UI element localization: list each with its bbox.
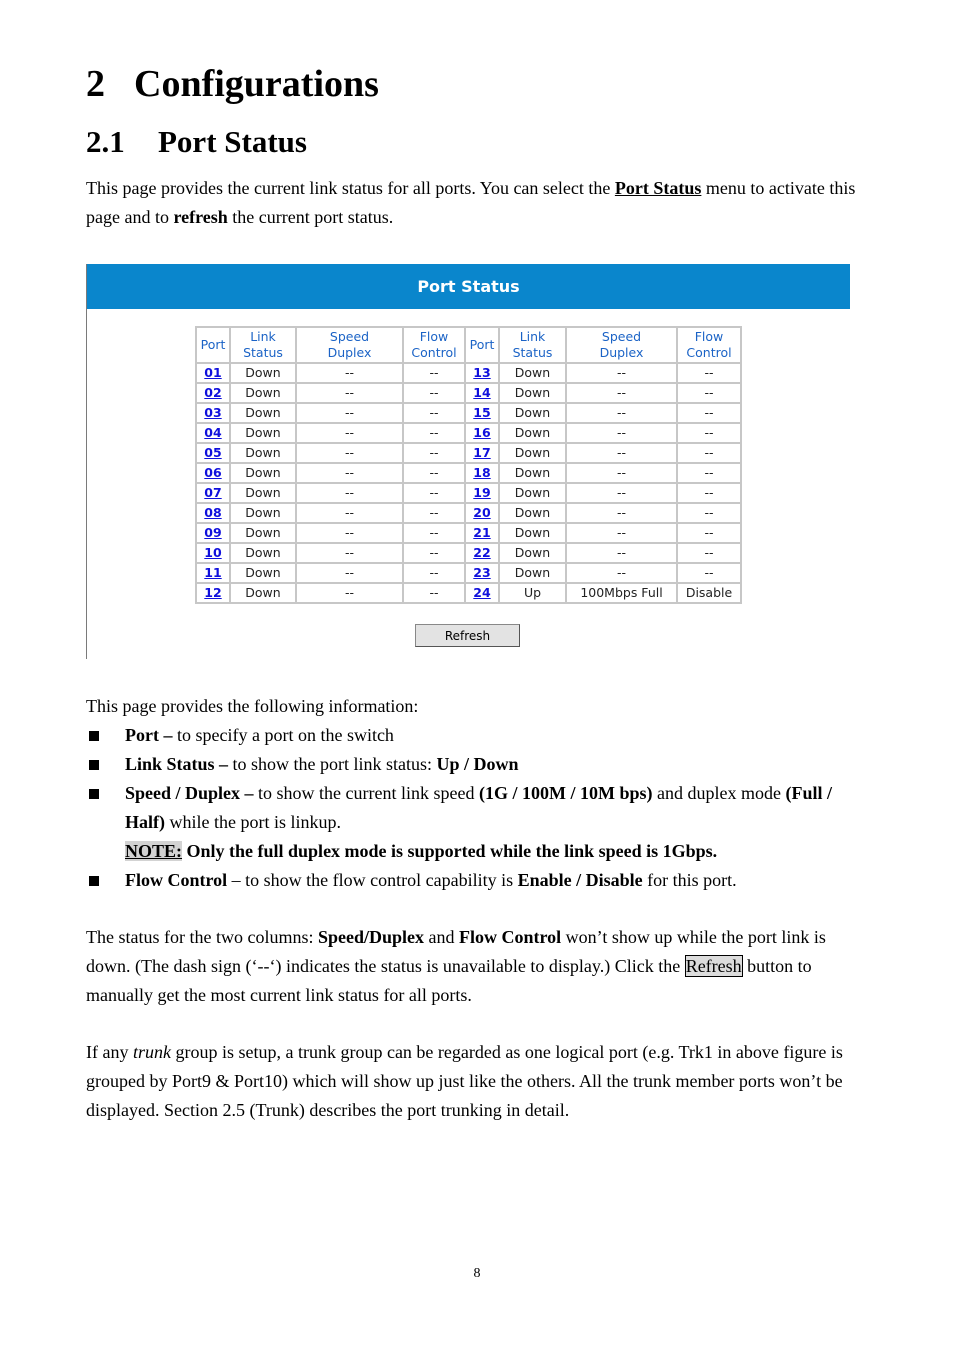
port-cell — [196, 403, 230, 423]
port-link[interactable]: 11 — [204, 565, 222, 580]
port-link[interactable]: 23 — [473, 565, 491, 580]
speed-duplex-cell: 100Mbps Full — [566, 583, 677, 603]
port-link[interactable]: 05 — [204, 445, 222, 460]
speed-duplex-cell: -- — [296, 383, 403, 403]
link-status-cell: Down — [230, 503, 296, 523]
port-link[interactable]: 19 — [473, 485, 491, 500]
port-cell — [465, 383, 499, 403]
port-link[interactable]: 17 — [473, 445, 491, 460]
port-cell — [196, 543, 230, 563]
table-row — [196, 443, 741, 463]
port-cell — [196, 383, 230, 403]
bullet-square-icon — [89, 760, 99, 770]
port-cell — [465, 503, 499, 523]
port-link[interactable]: 16 — [473, 425, 491, 440]
section-heading — [86, 124, 307, 160]
col-port: Port — [196, 327, 230, 363]
port-cell — [465, 443, 499, 463]
link-status-cell: Down — [230, 383, 296, 403]
link-status-cell: Down — [499, 463, 566, 483]
table-row — [196, 583, 741, 603]
speed-duplex-cell: -- — [296, 483, 403, 503]
port-cell — [196, 523, 230, 543]
port-cell — [465, 483, 499, 503]
table-header-row — [196, 327, 741, 363]
port-link[interactable]: 09 — [204, 525, 222, 540]
list-item: Link Status – to show the port link status: Up / Down — [86, 750, 876, 779]
port-cell — [465, 363, 499, 383]
port-link[interactable]: 20 — [473, 505, 491, 520]
list-item: Port – to specify a port on the switch — [86, 721, 876, 750]
chapter-title: Configurations — [134, 63, 379, 105]
flow-control-cell: -- — [677, 383, 741, 403]
table-row — [196, 523, 741, 543]
flow-control-cell: -- — [403, 543, 465, 563]
flow-control-cell: -- — [403, 363, 465, 383]
port-link[interactable]: 21 — [473, 525, 491, 540]
port-link[interactable]: 03 — [204, 405, 222, 420]
port-link[interactable]: 06 — [204, 465, 222, 480]
link-status-cell: Down — [499, 543, 566, 563]
port-link[interactable]: 02 — [204, 385, 222, 400]
flow-control-cell: -- — [403, 563, 465, 583]
port-cell — [465, 543, 499, 563]
speed-duplex-cell: -- — [296, 423, 403, 443]
flow-control-cell: -- — [677, 523, 741, 543]
trunk-paragraph: If any trunk group is setup, a trunk group can be regarded as one logical port (e.g. Trk1 in above figure is grouped by Port9 & Port10) which will show up just like the others. All the trunk member ports won’t be displayed. Section 2.5 (Trunk) describes the port trunking in detail. — [86, 1042, 843, 1120]
speed-duplex-cell: -- — [296, 543, 403, 563]
port-cell — [196, 363, 230, 383]
intro-text: This page provides the current link status for all ports. You can select the — [86, 178, 615, 198]
list-item: Speed / Duplex – to show the current link speed (1G / 100M / 10M bps) and duplex mode (Full / Half) while the port is linkup. NOTE: Only the full duplex mode is supported while the link speed is 1Gbps. — [86, 779, 876, 866]
refresh-bold: refresh — [173, 207, 228, 227]
intro-paragraph — [86, 174, 866, 232]
port-link[interactable]: 14 — [473, 385, 491, 400]
speed-duplex-cell: -- — [566, 383, 677, 403]
port-cell — [465, 583, 499, 603]
note-text: Only the full duplex mode is supported while the link speed is 1Gbps. — [182, 841, 718, 861]
link-status-cell: Down — [230, 583, 296, 603]
flow-control-cell: Disable — [677, 583, 741, 603]
port-cell — [196, 563, 230, 583]
port-link[interactable]: 22 — [473, 545, 491, 560]
speed-duplex-cell: -- — [566, 543, 677, 563]
bullet-square-icon — [89, 789, 99, 799]
flow-control-cell: -- — [403, 463, 465, 483]
col-port: Port — [465, 327, 499, 363]
port-status-menu-ref: Port Status — [614, 178, 702, 198]
table-row — [196, 503, 741, 523]
port-cell — [465, 563, 499, 583]
link-status-cell: Down — [499, 483, 566, 503]
col-link-status: Link Status — [230, 327, 296, 363]
port-link[interactable]: 24 — [473, 585, 491, 600]
info-lead: This page provides the following information: — [86, 696, 419, 716]
flow-control-cell: -- — [677, 443, 741, 463]
speed-duplex-cell: -- — [296, 563, 403, 583]
flow-control-cell: -- — [403, 503, 465, 523]
link-status-cell: Down — [230, 463, 296, 483]
flow-control-cell: -- — [403, 483, 465, 503]
table-row — [196, 383, 741, 403]
refresh-button[interactable]: Refresh — [415, 624, 520, 647]
port-cell — [465, 463, 499, 483]
flow-control-cell: -- — [677, 403, 741, 423]
speed-duplex-cell: -- — [296, 523, 403, 543]
port-cell — [196, 483, 230, 503]
flow-control-cell: -- — [677, 363, 741, 383]
speed-duplex-cell: -- — [296, 583, 403, 603]
port-cell — [196, 583, 230, 603]
flow-control-cell: -- — [403, 443, 465, 463]
port-cell — [196, 443, 230, 463]
link-status-cell: Down — [230, 483, 296, 503]
port-link[interactable]: 01 — [204, 365, 222, 380]
speed-duplex-cell: -- — [566, 363, 677, 383]
flow-control-cell: -- — [403, 383, 465, 403]
speed-duplex-cell: -- — [566, 463, 677, 483]
link-status-cell: Down — [499, 523, 566, 543]
port-link[interactable]: 18 — [473, 465, 491, 480]
speed-duplex-cell: -- — [566, 483, 677, 503]
speed-duplex-cell: -- — [566, 503, 677, 523]
info-list — [86, 721, 876, 895]
flow-control-cell: -- — [677, 423, 741, 443]
port-link[interactable]: 10 — [204, 545, 222, 560]
flow-control-cell: -- — [677, 463, 741, 483]
section-number: 2.1 — [86, 124, 125, 159]
table-row — [196, 363, 741, 383]
link-status-cell: Down — [230, 443, 296, 463]
col-speed-duplex: Speed Duplex — [296, 327, 403, 363]
speed-duplex-cell: -- — [566, 563, 677, 583]
col-speed-duplex: Speed Duplex — [566, 327, 677, 363]
section-title: Port Status — [158, 124, 307, 159]
speed-duplex-cell: -- — [296, 463, 403, 483]
flow-control-cell: -- — [403, 583, 465, 603]
page-number: 8 — [473, 1266, 481, 1281]
link-status-cell: Down — [230, 563, 296, 583]
speed-duplex-cell: -- — [296, 403, 403, 423]
table-row — [196, 543, 741, 563]
port-status-table — [195, 326, 742, 604]
flow-control-cell: -- — [403, 403, 465, 423]
col-flow-control: Flow Control — [677, 327, 741, 363]
table-row — [196, 483, 741, 503]
panel-title: Port Status — [87, 264, 850, 309]
port-link[interactable]: 08 — [204, 505, 222, 520]
chapter-number: 2 — [86, 63, 105, 105]
table-row — [196, 423, 741, 443]
intro-text: the current port status. — [227, 207, 394, 227]
link-status-cell: Down — [230, 523, 296, 543]
speed-duplex-cell: -- — [566, 403, 677, 423]
speed-duplex-cell: -- — [566, 443, 677, 463]
port-status-screenshot — [86, 264, 850, 659]
flow-control-cell: -- — [677, 543, 741, 563]
link-status-cell: Down — [499, 403, 566, 423]
link-status-cell: Down — [499, 363, 566, 383]
link-status-cell: Down — [499, 383, 566, 403]
bullet-square-icon — [89, 731, 99, 741]
inline-refresh-button-ref: Refresh — [685, 956, 742, 976]
link-status-cell: Down — [499, 503, 566, 523]
bullet-square-icon — [89, 876, 99, 886]
port-link[interactable]: 07 — [204, 485, 222, 500]
speed-duplex-cell: -- — [566, 423, 677, 443]
status-paragraph: The status for the two columns: Speed/Duplex and Flow Control won’t show up while the port link is down. (The dash sign (‘--‘) indicates the status is unavailable to display.) Click the Refresh button to manually get the most current link status for all ports. — [86, 927, 826, 1005]
link-status-cell: Down — [230, 543, 296, 563]
col-link-status: Link Status — [499, 327, 566, 363]
intro-text: menu to activate this page and to — [86, 178, 856, 227]
port-link[interactable]: 04 — [204, 425, 222, 440]
chapter-heading — [86, 62, 379, 106]
port-cell — [196, 503, 230, 523]
speed-duplex-cell: -- — [296, 363, 403, 383]
port-cell — [465, 523, 499, 543]
speed-duplex-cell: -- — [296, 503, 403, 523]
speed-duplex-cell: -- — [296, 443, 403, 463]
port-link[interactable]: 12 — [204, 585, 222, 600]
flow-control-cell: -- — [677, 503, 741, 523]
note-label: NOTE: — [125, 841, 183, 861]
flow-control-cell: -- — [677, 483, 741, 503]
flow-control-cell: -- — [403, 523, 465, 543]
link-status-cell: Down — [499, 423, 566, 443]
link-status-cell: Down — [230, 423, 296, 443]
table-row — [196, 403, 741, 423]
link-status-cell: Down — [230, 363, 296, 383]
table-row — [196, 463, 741, 483]
port-link[interactable]: 13 — [473, 365, 491, 380]
table-row — [196, 563, 741, 583]
link-status-cell: Up — [499, 583, 566, 603]
speed-duplex-cell: -- — [566, 523, 677, 543]
link-status-cell: Down — [499, 563, 566, 583]
flow-control-cell: -- — [403, 423, 465, 443]
port-cell — [465, 423, 499, 443]
port-cell — [465, 403, 499, 423]
port-cell — [196, 423, 230, 443]
list-item: Flow Control – to show the flow control capability is Enable / Disable for this port. — [86, 866, 876, 895]
flow-control-cell: -- — [677, 563, 741, 583]
port-link[interactable]: 15 — [473, 405, 491, 420]
col-flow-control: Flow Control — [403, 327, 465, 363]
link-status-cell: Down — [230, 403, 296, 423]
link-status-cell: Down — [499, 443, 566, 463]
port-cell — [196, 463, 230, 483]
